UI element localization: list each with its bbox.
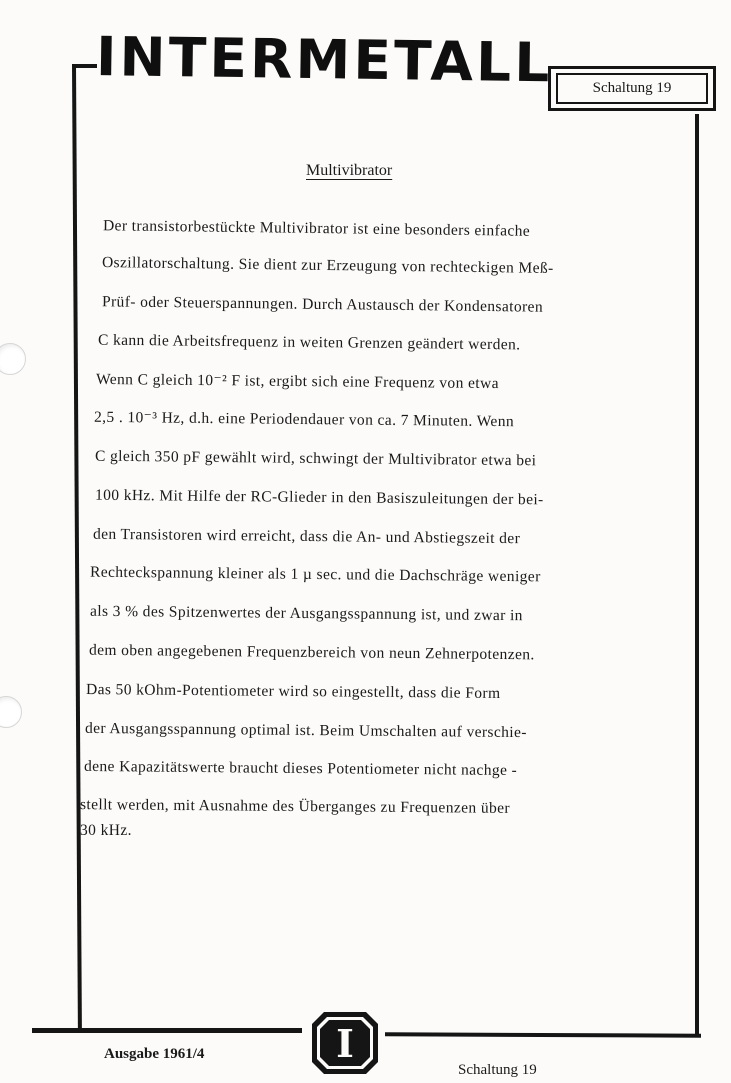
body-line: Der transistorbestückte Multivibrator ist eine besonders einfache xyxy=(102,217,531,240)
footer-circuit-label: Schaltung 19 xyxy=(458,1062,537,1078)
body-line: C gleich 350 pF gewählt wird, schwingt der Multivibrator etwa bei xyxy=(94,447,537,470)
body-line: 2,5 . 10⁻³ Hz, d.h. eine Periodendauer von ca. 7 Minuten. Wenn xyxy=(93,408,515,431)
intermetall-emblem-icon xyxy=(310,1010,380,1076)
body-line: 100 kHz. Mit Hilfe der RC-Glieder in den Basiszuleitungen der bei- xyxy=(94,486,544,509)
brand-logo: INTERMETALL xyxy=(95,25,553,95)
body-line: Prüf- oder Steuerspannungen. Durch Austausch der Kondensatoren xyxy=(101,293,544,316)
body-line: den Transistoren wird erreicht, dass die An- und Abstiegszeit der xyxy=(92,525,521,548)
body-line: Oszillatorschaltung. Sie dient zur Erzeugung von rechteckigen Meß- xyxy=(101,254,554,277)
body-line: Rechteckspannung kleiner als 1 µ sec. und die Dachschräge weniger xyxy=(89,563,541,586)
body-line: Wenn C gleich 10⁻² F ist, ergibt sich eine Frequenz von etwa xyxy=(95,370,499,393)
emblem-letter: I xyxy=(336,1021,354,1066)
body-line: dem oben angegebenen Frequenzbereich von neun Zehnerpotenzen. xyxy=(88,641,535,664)
body-line: dene Kapazitätswerte braucht dieses Potentiometer nicht nachge - xyxy=(83,757,518,780)
body-line: C kann die Arbeitsfrequenz in weiten Grenzen geändert werden. xyxy=(97,331,521,354)
body-line: Das 50 kOhm-Potentiometer wird so eingestellt, dass die Form xyxy=(85,681,501,702)
body-line: 30 kHz. xyxy=(80,822,132,839)
body-line: stellt werden, mit Ausnahme des Überganges zu Frequenzen über xyxy=(79,796,511,817)
body-line: als 3 % des Spitzenwertes der Ausgangsspannung ist, und zwar in xyxy=(89,602,523,625)
body-line: der Ausgangsspannung optimal ist. Beim Umschalten auf verschie- xyxy=(84,719,527,742)
document-title: Multivibrator xyxy=(306,162,393,179)
edition-label: Ausgabe 1961/4 xyxy=(104,1046,205,1062)
circuit-label: Schaltung 19 xyxy=(556,73,708,104)
